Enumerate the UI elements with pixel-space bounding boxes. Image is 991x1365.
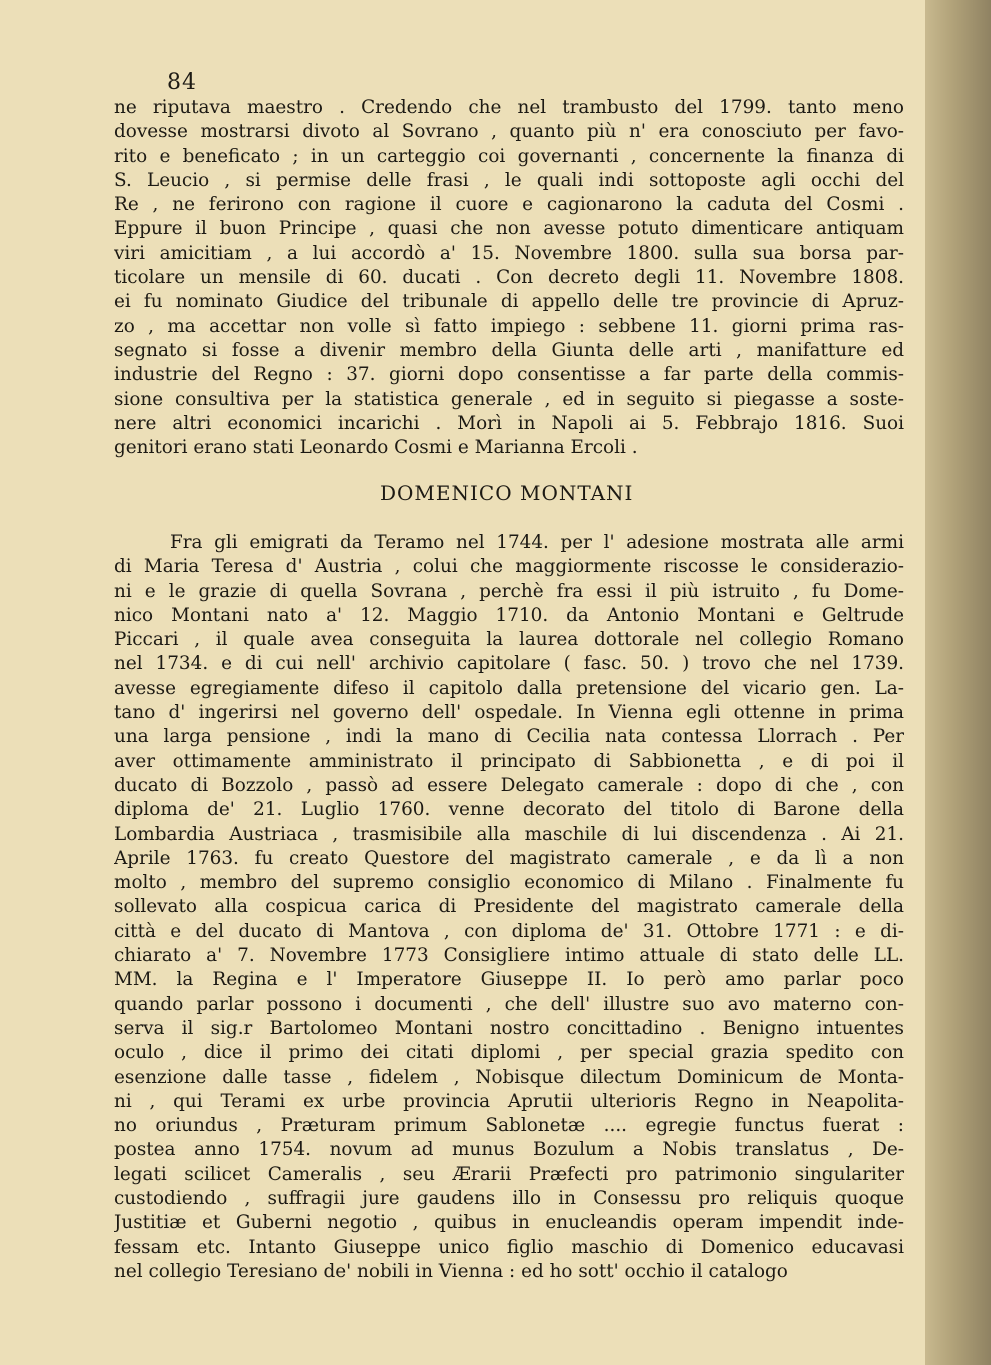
text-line: diploma de' 21. Luglio 1760. venne decorato del titolo di Barone della [114, 799, 904, 821]
text-line: Fra gli emigrati da Teramo nel 1744. per l' adesione mostrata alle armi [170, 532, 904, 553]
text-line: aver ottimamente amministrato il principato di Sabbionetta , e di poi il [114, 750, 904, 772]
text-line: Re , ne ferirono con ragione il cuore e cagionarono la caduta del Cosmi . [114, 194, 904, 216]
text-line: ticolare un mensile di 60. ducati . Con decreto degli 11. Novembre 1808. [114, 267, 904, 289]
text-line: sollevato alla cospicua carica di Presidente del magistrato camerale della [114, 896, 904, 918]
section-heading: DOMENICO MONTANI [380, 481, 634, 505]
text-line: ni e le grazie di quella Sovrana , perchè fra essi il più istruito , fu Dome- [114, 580, 904, 602]
text-line: quando parlar possono i documenti , che dell' illustre suo avo materno con- [114, 993, 904, 1015]
text-line: viri amicitiam , a lui accordò a' 15. Novembre 1800. sulla sua borsa par- [114, 242, 904, 264]
text-line: ne riputava maestro . Credendo che nel trambusto del 1799. tanto meno [114, 97, 904, 118]
text-line: Justitiæ et Guberni negotio , quibus in enucleandis operam impendit inde- [114, 1212, 904, 1234]
text-line: Eppure il buon Principe , quasi che non avesse potuto dimenticare antiquam [114, 218, 904, 240]
text-line: nel collegio Teresiano de' nobili in Vienna : ed ho sott' occhio il catalogo [114, 1260, 788, 1282]
text-line: postea anno 1754. novum ad munus Bozulum a Nobis translatus , De- [114, 1139, 904, 1161]
text-line: genitori erano stati Leonardo Cosmi e Marianna Ercoli . [114, 437, 638, 459]
text-line: una larga pensione , indi la mano di Cecilia nata contessa Llorrach . Per [114, 726, 904, 748]
page-number: 84 [167, 70, 197, 95]
text-line: rito e beneficato ; in un carteggio coi governanti , concernente la finanza di [114, 145, 904, 167]
text-line: nico Montani nato a' 12. Maggio 1710. da Antonio Montani e Geltrude [114, 604, 904, 626]
text-line: oculo , dice il primo dei citati diplomi , per special grazia spedito con [114, 1042, 904, 1064]
text-line: sione consultiva per la statistica generale , ed in seguito si piegasse a soste- [114, 388, 904, 410]
text-line: legati scilicet Cameralis , seu Ærarii Præfecti pro patrimonio singulariter [114, 1163, 904, 1185]
book-gutter [925, 0, 991, 1365]
text-line: città e del ducato di Mantova , con diploma de' 31. Ottobre 1771 : e di- [114, 920, 904, 942]
cosmi-paragraph [114, 96, 904, 460]
text-line: molto , membro del supremo consiglio economico di Milano . Finalmente fu [114, 872, 904, 894]
text-line: zo , ma accettar non volle sì fatto impiego : sebbene 11. giorni prima ras- [114, 315, 904, 337]
text-line: no oriundus , Præturam primum Sablonetæ .... egregie functus fuerat : [114, 1115, 904, 1137]
text-line: ei fu nominato Giudice del tribunale di appello delle tre provincie di Apruz- [114, 291, 904, 313]
text-line: avesse egregiamente difeso il capitolo dalla pretensione del vicario gen. La- [114, 677, 904, 699]
text-line: nere altri economici incarichi . Morì in Napoli ai 5. Febbrajo 1816. Suoi [114, 412, 904, 434]
text-line: nel 1734. e di cui nell' archivio capitolare ( fasc. 50. ) trovo che nel 1739. [114, 653, 904, 675]
text-line: Piccari , il quale avea conseguita la laurea dottorale nel collegio Romano [114, 629, 904, 651]
text-line: tano d' ingerirsi nel governo dell' ospedale. In Vienna egli ottenne in prima [114, 702, 904, 724]
text-line: industrie del Regno : 37. giorni dopo consentisse a far parte della commis- [114, 364, 904, 386]
text-line: di Maria Teresa d' Austria , colui che maggiormente riscosse le considerazio- [114, 556, 904, 578]
text-line: fessam etc. Intanto Giuseppe unico figlio maschio di Domenico educavasi [114, 1236, 904, 1258]
text-line: S. Leucio , si permise delle frasi , le quali indi sottoposte agli occhi del [114, 169, 904, 191]
text-line: esenzione dalle tasse , fidelem , Nobisque dilectum Dominicum de Monta- [114, 1066, 904, 1088]
text-line: ducato di Bozzolo , passò ad essere Delegato camerale : dopo di che , con [114, 774, 904, 796]
text-line: ni , qui Terami ex urbe provincia Aprutii ulterioris Regno in Neapolita- [114, 1090, 904, 1112]
text-line: Lombardia Austriaca , trasmisibile alla maschile di lui discendenza . Ai 21. [114, 823, 904, 845]
text-line: segnato si fosse a divenir membro della Giunta delle arti , manifatture ed [114, 339, 904, 361]
text-line: MM. la Regina e l' Imperatore Giuseppe II. Io però amo parlar poco [114, 969, 904, 991]
text-line: custodiendo , suffragii jure gaudens illo in Consessu pro reliquis quoque [114, 1188, 904, 1210]
text-line: serva il sig.r Bartolomeo Montani nostro concittadino . Benigno intuentes [114, 1017, 904, 1039]
text-line: Aprile 1763. fu creato Questore del magistrato camerale , e da lì a non [114, 847, 904, 869]
text-line: chiarato a' 7. Novembre 1773 Consigliere intimo attuale di stato delle LL. [114, 945, 904, 967]
montani-paragraph [114, 531, 904, 1284]
text-line: dovesse mostrarsi divoto al Sovrano , quanto più n' era conosciuto per favo- [114, 121, 904, 143]
